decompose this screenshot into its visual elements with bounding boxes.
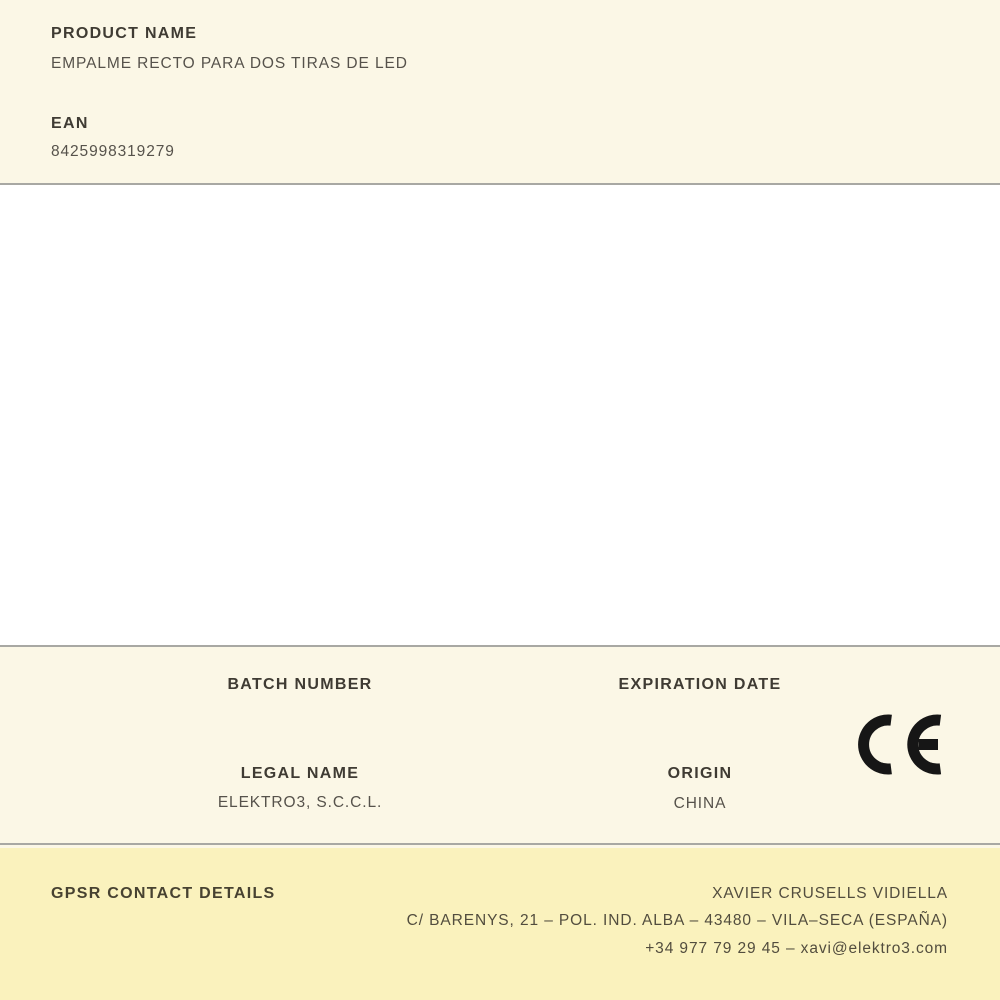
- ce-mark-icon: [857, 714, 943, 775]
- expiration-date-label: EXPIRATION DATE: [618, 676, 782, 693]
- legal-name-value: ELEKTRO3, S.C.C.L.: [217, 794, 383, 811]
- gpsr-contact-name: XAVIER CRUSELLS VIDIELLA: [712, 885, 948, 902]
- ean-label: EAN: [51, 115, 89, 132]
- origin-label: ORIGIN: [667, 765, 733, 782]
- blank-area: [0, 187, 1000, 645]
- gpsr-address: C/ BARENYS, 21 – POL. IND. ALBA – 43480 – VILA–SECA (ESPAÑA): [406, 912, 948, 929]
- origin-value: CHINA: [673, 795, 727, 812]
- traceability-section: [0, 645, 1000, 845]
- ean-value: 8425998319279: [51, 143, 175, 160]
- legal-name-label: LEGAL NAME: [240, 765, 360, 782]
- product-name-value: EMPALME RECTO PARA DOS TIRAS DE LED: [51, 55, 408, 72]
- product-section: [0, 0, 1000, 185]
- gpsr-section: [0, 845, 1000, 1000]
- gpsr-phone-email: +34 977 79 29 45 – xavi@elektro3.com: [645, 940, 948, 957]
- gpsr-title: GPSR CONTACT DETAILS: [51, 885, 276, 902]
- product-name-label: PRODUCT NAME: [51, 25, 198, 42]
- batch-number-label: BATCH NUMBER: [227, 676, 373, 693]
